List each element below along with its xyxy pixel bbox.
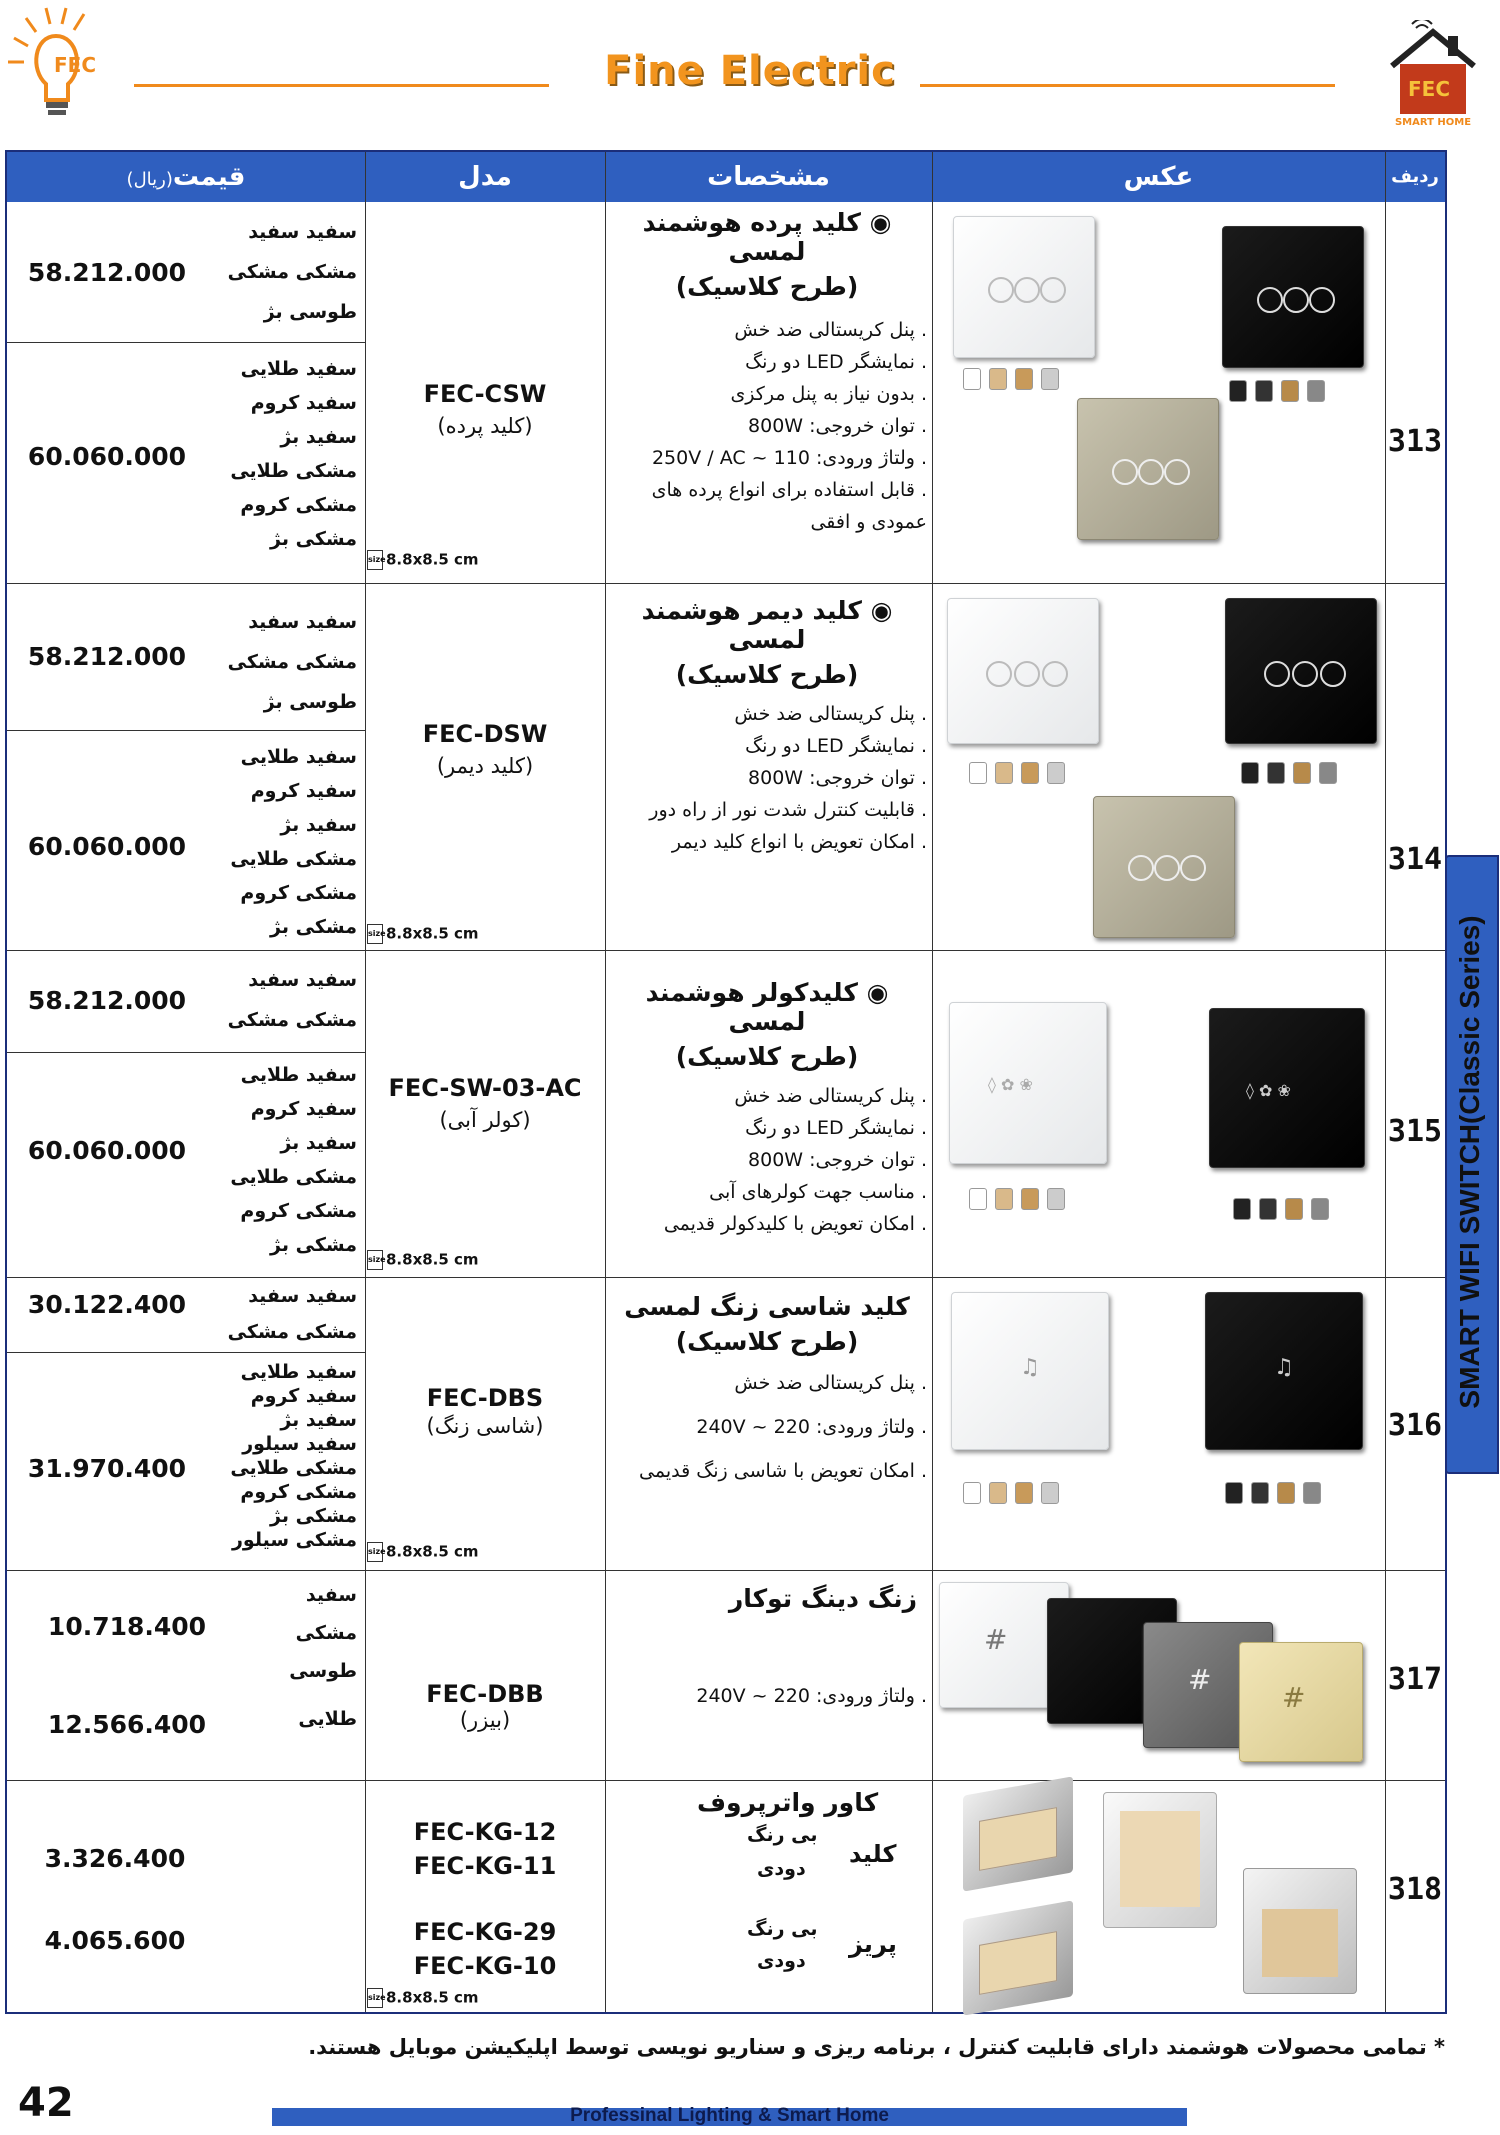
- spec-line: . پنل کریستالی ضد خش: [734, 1372, 927, 1394]
- size-label: size8.8x8.5 cm: [368, 550, 479, 569]
- size-label: size8.8x8.5 cm: [368, 1988, 479, 2007]
- footer-tagline: Professinal Lighting & Smart Home: [570, 2105, 889, 2126]
- switch-photo-black: [1222, 226, 1364, 368]
- switch-photo-white: [953, 216, 1095, 358]
- cover-option: بی رنگ: [747, 1918, 818, 1940]
- row-divider: [7, 1570, 1445, 1571]
- price-subdivider: [7, 1052, 365, 1053]
- color-chips: [1229, 380, 1333, 402]
- footer-note: * تمامی محصولات هوشمند دارای قابلیت کنترل ، برنامه ریزی و سناریو نویسی توسط اپلیکیشن موبایل هستند.: [308, 2035, 1445, 2059]
- col-divider: [605, 152, 606, 2012]
- spec-line: عمودی و افقی: [810, 511, 927, 533]
- spec-line: . بدون نیاز به پنل مرکزی: [730, 383, 927, 405]
- switch-photo-white: [951, 1292, 1109, 1450]
- spec-line: . قابل استفاده برای انواع پرده های: [651, 479, 927, 501]
- spec-line: . نمایشگر LED دو رنگ: [745, 735, 927, 757]
- size-icon: size: [367, 1250, 383, 1270]
- price-value: 60.060.000: [27, 832, 187, 861]
- grid-icon: #: [1188, 1663, 1212, 1696]
- size-label: size8.8x8.5 cm: [368, 924, 479, 943]
- color-list: طلایی: [298, 1708, 357, 1730]
- model-code: FEC-CSW (کلید پرده): [423, 380, 547, 438]
- switch-photo-black: ◊ ✿ ❀: [1209, 1008, 1365, 1168]
- switch-photo-gold: [1077, 398, 1219, 540]
- color-chips: [1225, 1482, 1329, 1504]
- smart-home-logo: [1378, 20, 1488, 128]
- bell-icon: ♫: [1020, 1355, 1040, 1380]
- price-value: 58.212.000: [27, 986, 187, 1015]
- price-value: 60.060.000: [27, 442, 187, 471]
- spec-line: . امکان تعویض با انواع کلید دیمر: [671, 831, 927, 853]
- switch-photo-gold: [1093, 796, 1235, 938]
- color-chips: [963, 1482, 1067, 1504]
- price-table: [5, 150, 1447, 2014]
- spec-block: ◉ کلید پرده هوشمند لمسی (طرح کلاسیک) . پنل کریستالی ضد خش . نمایشگر LED دو رنگ . بدون نیاز به پنل مرکزی . توان خروجی: 800W . ولتاژ ورودی: 110 ~ 250V / AC . قابل استفاده برای انواع پرده های عمودی و افقی: [607, 208, 927, 533]
- model-code: FEC-KG-10: [413, 1952, 557, 1980]
- color-list: سفید سفید مشکی مشکی: [227, 969, 357, 1031]
- color-chips: [1241, 762, 1345, 784]
- spec-line: . امکان تعویض با شاسی زنگ قدیمی: [639, 1460, 927, 1482]
- header-specs: مشخصات: [707, 162, 830, 192]
- spec-block: کلید شاسی زنگ لمسی (طرح کلاسیک) . پنل کریستالی ضد خش . ولتاژ ورودی: 220 ~ 240V . امکان تعویض با شاسی زنگ قدیمی: [607, 1292, 927, 1482]
- spec-line: . امکان تعویض با کلیدکولر قدیمی: [663, 1213, 927, 1235]
- model-code: FEC-KG-11: [413, 1852, 557, 1880]
- col-divider: [932, 152, 933, 2012]
- price-value: 60.060.000: [27, 1136, 187, 1165]
- cover-option: بی رنگ: [747, 1824, 818, 1846]
- header-rule-right: [920, 84, 1335, 87]
- row-divider: [7, 1780, 1445, 1781]
- spec-line: . توان خروجی: 800W: [748, 767, 927, 789]
- cover-option: دودی: [757, 1858, 806, 1880]
- row-number: 313: [1387, 424, 1443, 459]
- spec-block: ◉ کلیدکولر هوشمند لمسی (طرح کلاسیک) . پنل کریستالی ضد خش . نمایشگر LED دو رنگ . توان خروجی: 800W . مناسب جهت کولرهای آبی . امکان تعویض با کلیدکولر قدیمی: [607, 978, 927, 1235]
- price-value: 3.326.400: [44, 1844, 186, 1873]
- table-header: [7, 152, 1445, 202]
- switch-photo-black: [1205, 1292, 1363, 1450]
- size-icon: size: [367, 1542, 383, 1562]
- size-icon: size: [367, 550, 383, 570]
- size-icon: size: [367, 924, 383, 944]
- bell-icon: ♫: [1274, 1355, 1294, 1380]
- model-code: FEC-DBS (شاسی زنگ): [426, 1384, 544, 1438]
- spec-line: . پنل کریستالی ضد خش: [734, 1085, 927, 1107]
- spec-line: . پنل کریستالی ضد خش: [734, 319, 927, 341]
- header-price: قیمت(ریال): [126, 162, 246, 192]
- price-subdivider: [7, 342, 365, 343]
- row-number: 314: [1387, 842, 1443, 877]
- wifi-touch-icon: ◉: [861, 596, 893, 625]
- price-value: 58.212.000: [27, 258, 187, 287]
- cover-group: کلید: [849, 1840, 897, 1868]
- grid-icon: #: [1282, 1681, 1306, 1714]
- price-value: 30.122.400: [27, 1290, 187, 1319]
- grid-icon: #: [984, 1623, 1008, 1656]
- price-subdivider: [7, 1352, 365, 1353]
- spec-line: . نمایشگر LED دو رنگ: [745, 1117, 927, 1139]
- model-code: FEC-DSW (کلید دیمر): [422, 720, 548, 778]
- spec-line: . قابلیت کنترل شدت نور از راه دور: [649, 799, 927, 821]
- cover-photo: [963, 1776, 1073, 1891]
- doorbell-photo-cream: [1239, 1642, 1363, 1762]
- spec-line: . توان خروجی: 800W: [748, 415, 927, 437]
- model-code: FEC-DBB (بیزر): [426, 1680, 544, 1732]
- price-value: 12.566.400: [47, 1710, 207, 1739]
- price-value: 31.970.400: [27, 1454, 187, 1483]
- svg-text:FEC: FEC: [1408, 77, 1451, 101]
- cover-photo: [1243, 1868, 1357, 1994]
- price-value: 58.212.000: [27, 642, 187, 671]
- switch-photo-black: [1225, 598, 1377, 744]
- color-chips: [969, 1188, 1073, 1210]
- cover-title: کاور واترپروف: [697, 1788, 879, 1817]
- cover-group: پریز: [849, 1930, 897, 1958]
- color-list: سفید طلایی سفید کروم سفید بژ مشکی طلایی مشکی کروم مشکی بژ: [230, 746, 357, 938]
- row-number: 317: [1387, 1662, 1443, 1697]
- row-divider: [7, 950, 1445, 951]
- switch-photo-white: ◊ ✿ ❀: [949, 1002, 1107, 1164]
- price-value: 10.718.400: [47, 1612, 207, 1641]
- color-list: سفید سفید مشکی مشکی طوسی بژ: [227, 221, 357, 323]
- price-value: 4.065.600: [44, 1926, 186, 1955]
- row-number: 315: [1387, 1114, 1443, 1149]
- color-chips: [963, 368, 1067, 390]
- header-model: مدل: [458, 162, 512, 192]
- size-icon: size: [367, 1988, 383, 2008]
- cover-photo: [1103, 1792, 1217, 1928]
- color-list: سفید طلایی سفید کروم سفید بژ مشکی طلایی مشکی کروم مشکی بژ: [230, 358, 357, 550]
- spec-line: . مناسب جهت کولرهای آبی: [709, 1181, 927, 1203]
- spec-line: . ولتاژ ورودی: 110 ~ 250V / AC: [651, 447, 927, 469]
- model-code: FEC-KG-29: [413, 1918, 557, 1946]
- wifi-touch-icon: ◉: [857, 978, 889, 1007]
- side-series-label: SMART WIFI SWITCH(Classic Series): [1454, 915, 1485, 1409]
- cover-option: دودی: [757, 1950, 806, 1972]
- header-photo: عکس: [1123, 162, 1194, 192]
- size-label: size8.8x8.5 cm: [368, 1250, 479, 1269]
- row-number: 318: [1387, 1872, 1443, 1907]
- page-number: 42: [18, 2080, 74, 2126]
- spec-line: . پنل کریستالی ضد خش: [734, 703, 927, 725]
- row-number: 316: [1387, 1408, 1443, 1443]
- color-list: سفید سفید مشکی مشکی: [227, 1285, 357, 1343]
- spec-block: ◉ کلید دیمر هوشمند لمسی (طرح کلاسیک) . پنل کریستالی ضد خش . نمایشگر LED دو رنگ . توان خروجی: 800W . قابلیت کنترل شدت نور از راه دور . امکان تعویض با انواع کلید دیمر: [607, 596, 927, 853]
- color-list: سفید طلایی سفید کروم سفید بژ مشکی طلایی مشکی کروم مشکی بژ: [230, 1064, 357, 1256]
- model-code: FEC-KG-12: [413, 1818, 557, 1846]
- color-chips: [1233, 1198, 1337, 1220]
- price-subdivider: [7, 730, 365, 731]
- spec-line: . ولتاژ ورودی: 220 ~ 240V: [696, 1685, 927, 1707]
- spec-block: زنگ دینگ توکار . ولتاژ ورودی: 220 ~ 240V: [607, 1584, 927, 1707]
- model-code: FEC-SW-03-AC (کولر آبی): [388, 1074, 582, 1132]
- color-list: سفید مشکی طوسی: [289, 1584, 357, 1682]
- spec-line: . نمایشگر LED دو رنگ: [745, 351, 927, 373]
- size-label: size8.8x8.5 cm: [368, 1542, 479, 1561]
- header-row-number: ردیف: [1391, 166, 1439, 187]
- svg-text:FEC: FEC: [54, 53, 97, 77]
- brand-title: Fine Electric: [604, 48, 896, 94]
- color-list: سفید سفید مشکی مشکی طوسی بژ: [227, 611, 357, 713]
- svg-text:SMART HOME: SMART HOME: [1394, 117, 1472, 128]
- switch-photo-white: [947, 598, 1099, 744]
- spec-line: . توان خروجی: 800W: [748, 1149, 927, 1171]
- wifi-touch-icon: ◉: [860, 208, 892, 237]
- color-list: سفید طلایی سفید کروم سفید بژ سفید سیلور مشکی طلایی مشکی کروم مشکی بژ مشکی سیلور: [230, 1361, 357, 1551]
- cover-photo: [963, 1900, 1073, 2015]
- color-chips: [969, 762, 1073, 784]
- spec-line: . ولتاژ ورودی: 220 ~ 240V: [696, 1416, 927, 1438]
- row-divider: [7, 583, 1445, 584]
